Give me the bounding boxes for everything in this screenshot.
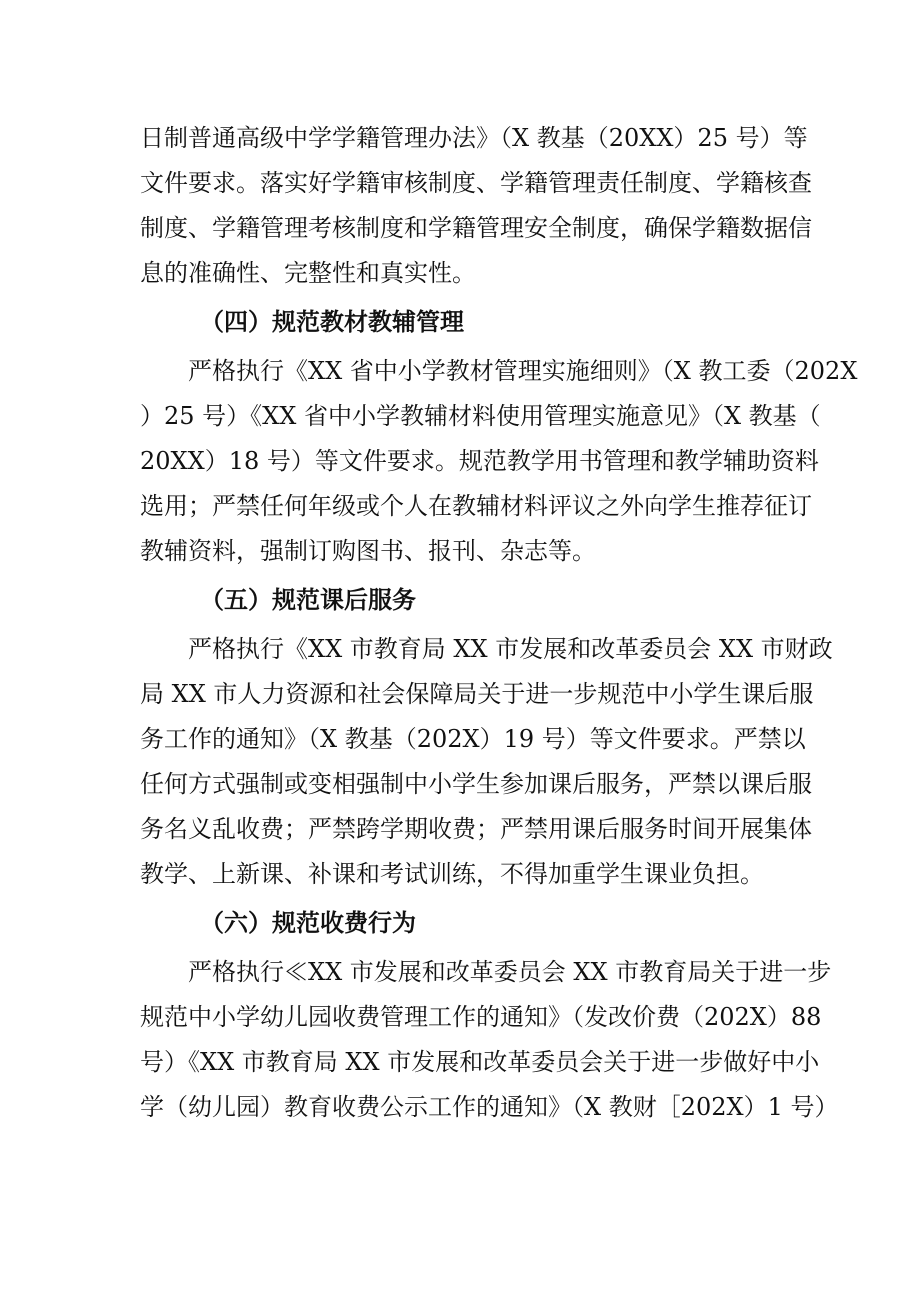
text-line: 严格执行《XX 省中小学教材管理实施细则》（X 教工委（202X: [188, 357, 858, 385]
paragraph-fees: [140, 950, 839, 1130]
text-line: 任何方式强制或变相强制中小学生参加课后服务，严禁以课后服: [140, 770, 812, 798]
section-heading-textbooks: （四）规范教材教辅管理: [200, 308, 464, 336]
paragraph-textbooks: [140, 349, 858, 574]
text-line: ）25 号）《XX 省中小学教辅材料使用管理实施意见》（X 教基（: [140, 402, 821, 430]
text-line: 教学、上新课、补课和考试训练，不得加重学生课业负担。: [140, 860, 764, 888]
text-line: 严格执行《XX 市教育局 XX 市发展和改革委员会 XX 市财政: [188, 635, 833, 663]
text-line: 严格执行≪XX 市发展和改革委员会 XX 市教育局关于进一步: [188, 958, 832, 986]
paragraph-after-school: [140, 627, 833, 897]
document-body: [140, 116, 858, 1130]
text-line: 号）《XX 市教育局 XX 市发展和改革委员会关于进一步做好中小: [140, 1048, 820, 1076]
text-line: 规范中小学幼儿园收费管理工作的通知》（发改价费（202X）88: [140, 1003, 822, 1031]
text-line: 文件要求。落实好学籍审核制度、学籍管理责任制度、学籍核查: [140, 169, 812, 197]
text-line: 日制普通高级中学学籍管理办法》（X 教基（20XX）25 号）等: [140, 124, 808, 152]
text-line: 息的准确性、完整性和真实性。: [140, 259, 476, 287]
paragraph-student-records: [140, 116, 812, 296]
text-line: 学（幼儿园）教育收费公示工作的通知》（X 教财［202X）1 号）: [140, 1093, 839, 1121]
text-line: 制度、学籍管理考核制度和学籍管理安全制度，确保学籍数据信: [140, 214, 812, 242]
text-line: 务工作的通知》（X 教基（202X）19 号）等文件要求。严禁以: [140, 725, 806, 753]
text-line: 20XX）18 号）等文件要求。规范教学用书管理和教学辅助资料: [140, 447, 819, 475]
text-line: 局 XX 市人力资源和社会保障局关于进一步规范中小学生课后服: [140, 680, 814, 708]
section-heading-after-school: （五）规范课后服务: [200, 586, 416, 614]
section-heading-fees: （六）规范收费行为: [200, 909, 416, 937]
text-line: 教辅资料，强制订购图书、报刊、杂志等。: [140, 537, 596, 565]
text-line: 选用；严禁任何年级或个人在教辅材料评议之外向学生推荐征订: [140, 492, 812, 520]
text-line: 务名义乱收费；严禁跨学期收费；严禁用课后服务时间开展集体: [140, 815, 812, 843]
